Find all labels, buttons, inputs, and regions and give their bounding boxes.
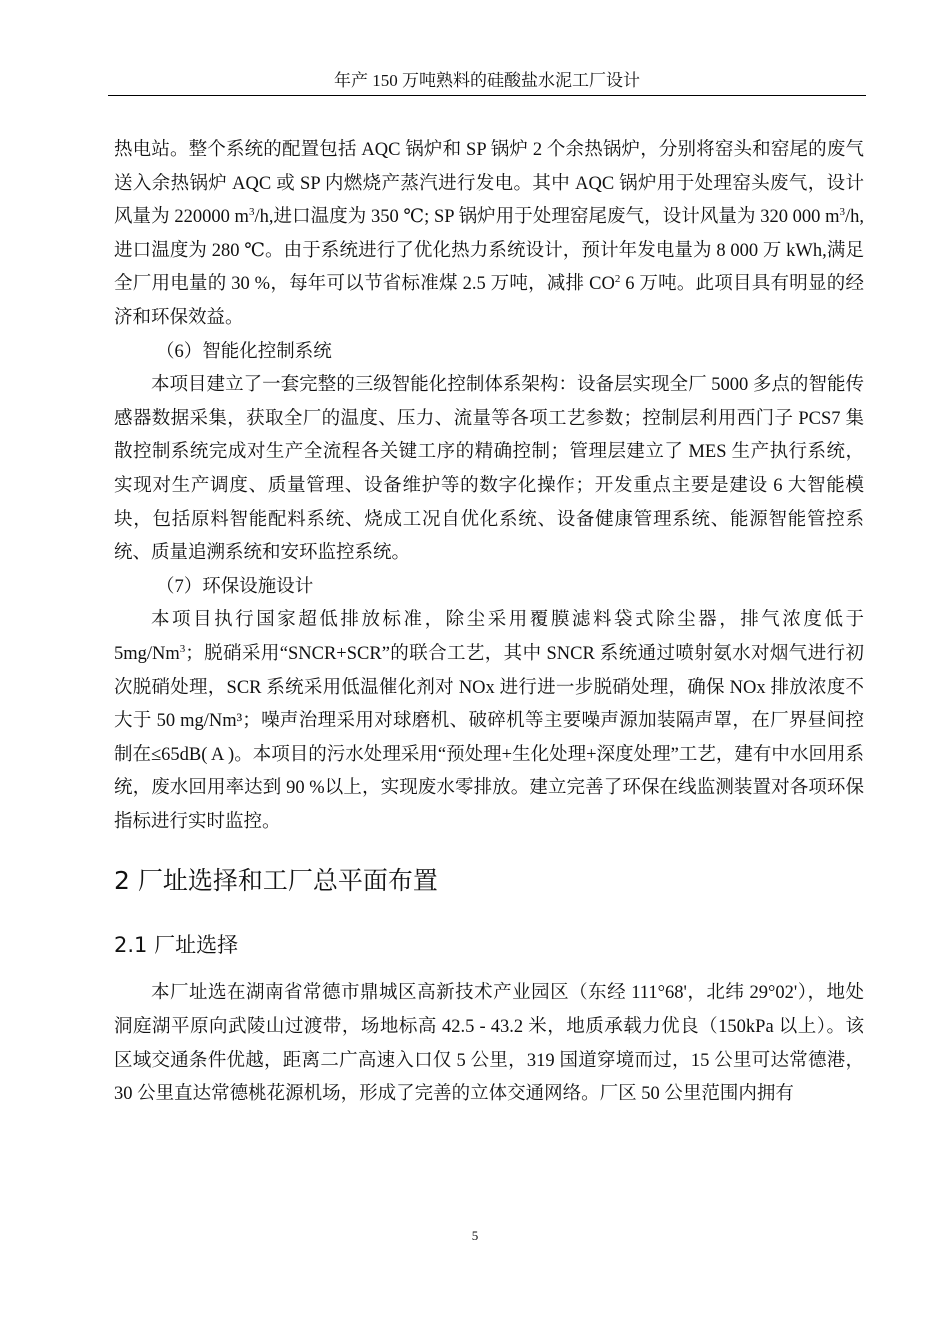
superscript: 3 — [179, 642, 186, 655]
paragraph-intelligent-control: 本项目建立了一套完整的三级智能化控制体系架构：设备层实现全厂 5000 多点的智能传感器数据采集，获取全厂的温度、压力、流量等各项工艺参数；控制层利用西门子 PCS7 集散控制系统完成对生产全流程各关键工序的精确控制；管理层建立了 MES 生产执行系统，实现对生产调度、质量管理、设备维护等的数字化操作；开发重点主要是建设 6 大智能模块，包括原料智能配料系统、烧成工况自优化系统、设备健康管理系统、能源智能管控系统、质量追溯系统和安环监控系统。 — [114, 375, 864, 564]
chapter-heading: 2 厂址选择和工厂总平面布置 — [114, 866, 438, 896]
page-body — [114, 134, 864, 1112]
superscript: 3 — [839, 206, 845, 219]
paragraph-waste-heat — [114, 134, 864, 336]
text-run: 热电站。整个系统的配置包括 AQC 锅炉和 SP 锅炉 2 个余热锅炉，分别将窑头和窑尾的废气送入余热锅炉 AQC 或 SP 内燃烧产蒸汽进行发电。其中 AQC 锅炉用于处理窑头废气，设计风量为 220000 m — [114, 140, 864, 228]
header-title: 年产 150 万吨熟料的硅酸盐水泥工厂设计 — [334, 71, 640, 90]
subsection-title-environmental: （7）环保设施设计 — [156, 576, 314, 597]
superscript: 2 — [614, 273, 621, 286]
page-header — [108, 66, 866, 96]
paragraph-site-selection: 本厂址选在湖南省常德市鼎城区高新技术产业园区（东经 111°68'，北纬 29°02'），地处洞庭湖平原向武陵山过渡带，场地标高 42.5 - 43.2 米，地质承载力优良（150kPa 以上）。该区域交通条件优越，距离二广高速入口仅 5 公里，319 国道穿境而过，15 公里可达常德港，30 公里直达常德桃花源机场，形成了完善的立体交通网络。厂区 50 公里范围内拥有 — [114, 983, 864, 1105]
subsection-title-intelligent-control: （6）智能化控制系统 — [156, 341, 332, 362]
text-run: /h,进口温度为 350 ℃; SP 锅炉用于处理窑尾废气，设计风量为 320 000 m — [254, 207, 840, 228]
text-run: ；脱硝采用“SNCR+SCR”的联合工艺，其中 SNCR 系统通过喷射氨水对烟气进行初次脱硝处理，SCR 系统采用低温催化剂对 NOx 进行进一步脱硝处理，确保 NOx 排放浓度不大于 50 mg/Nm³；噪声治理采用对球磨机、破碎机等主要噪声源加装隔声罩，在厂界昼间控制在≤65dB( A )。本项目的污水处理采用“预处理+生化处理+深度处理”工艺，建有中水回用系统，废水回用率达到 90 %以上，实现废水零排放。建立完善了环保在线监测装置对各项环保指标进行实时监控。 — [114, 643, 864, 832]
text-run: /h,进口温度为 280 ℃。由于系统进行了优化热力系统设计，预计年发电量为 8 000 万 kWh,满足全厂用电量的 30 %，每年可以节省标准煤 2.5 万吨，减排 CO — [114, 207, 864, 295]
section-heading: 2.1 厂址选择 — [114, 933, 239, 958]
paragraph-environmental — [114, 604, 864, 839]
superscript: 3 — [248, 206, 255, 219]
text-run: 6 万吨。此项目具有明显的经济和环保效益。 — [114, 274, 864, 328]
page-number: 5 — [471, 1228, 479, 1243]
text-run: 本项目执行国家超低排放标准，除尘采用覆膜滤料袋式除尘器，排气浓度低于 5mg/Nm — [114, 610, 864, 664]
